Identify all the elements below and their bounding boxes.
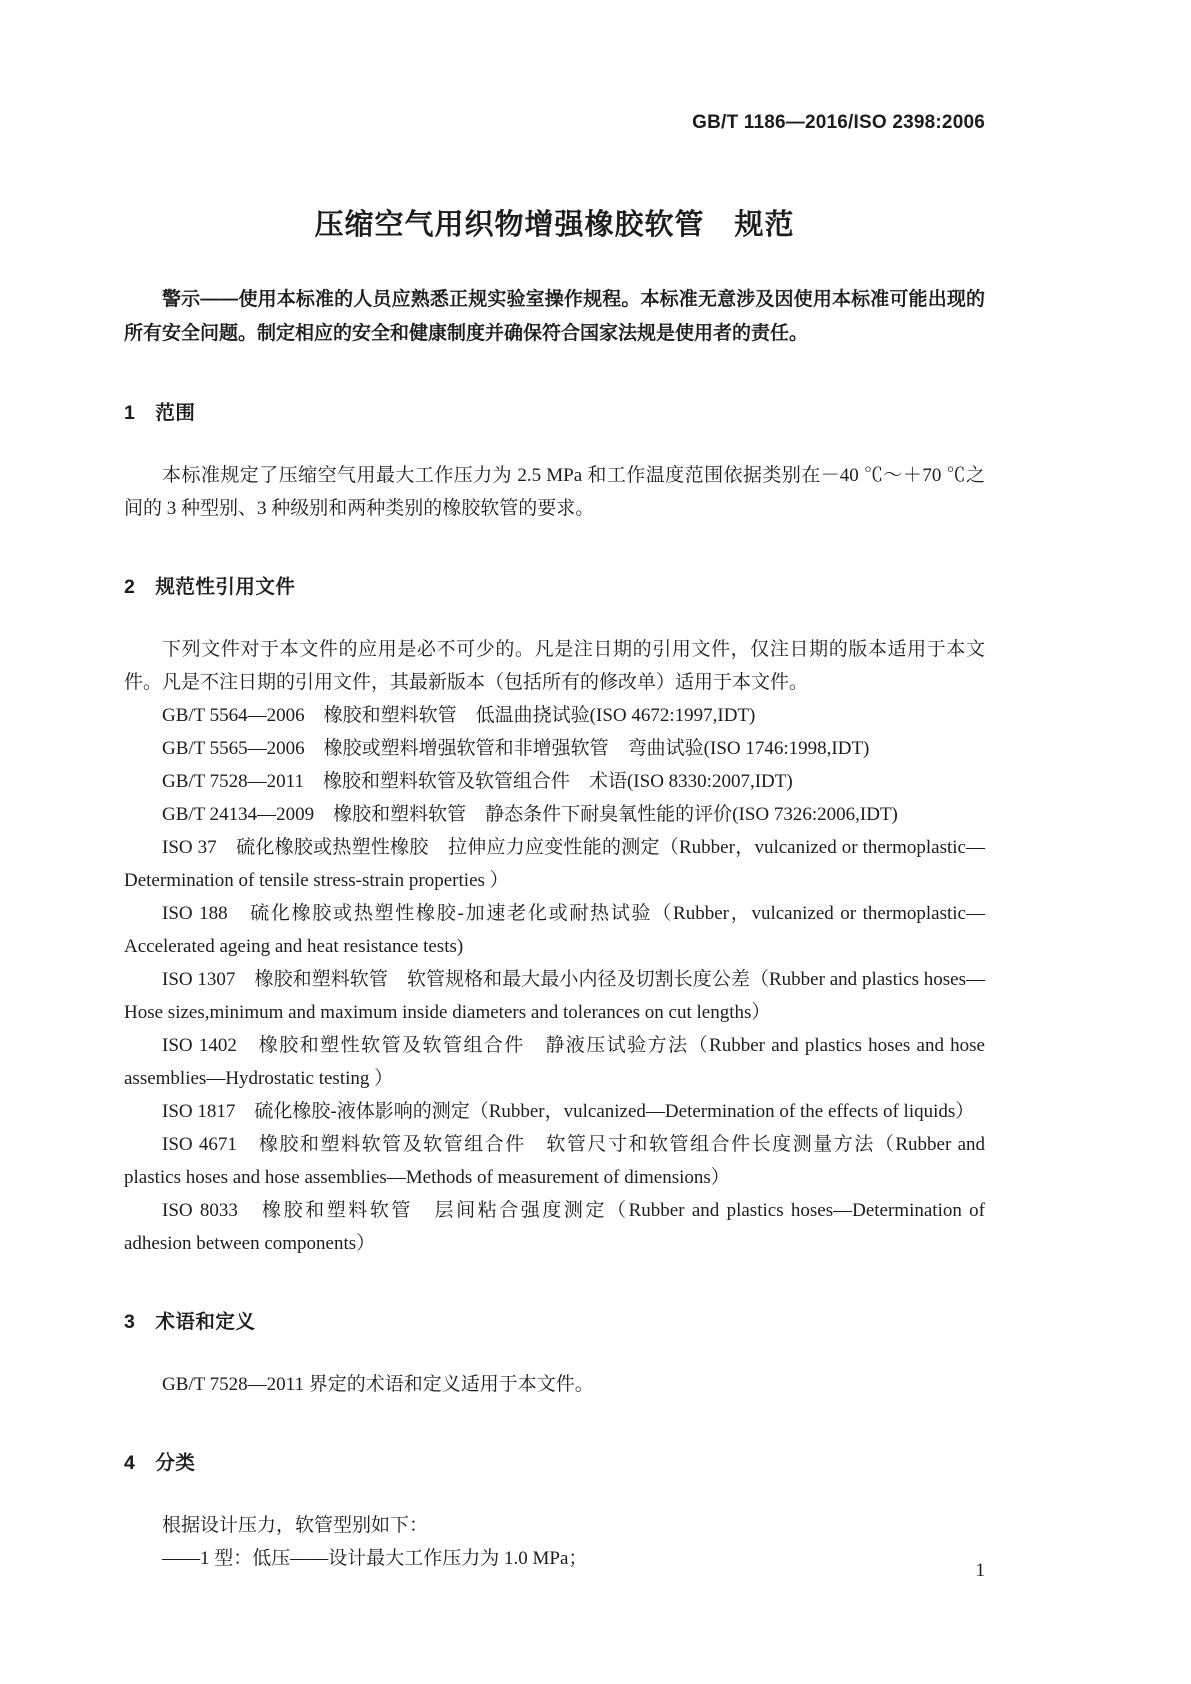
- doc-number: GB/T 1186—2016/ISO 2398:2006: [692, 112, 985, 133]
- section-3-heading: 3 术语和定义: [124, 1311, 256, 1333]
- reference-item: ISO 1307 橡胶和塑料软管 软管规格和最大最小内径及切割长度公差（Rubber and plastics hoses—Hose sizes,minimum and maximum inside diameters and tolerances on cut lengths）: [124, 969, 985, 1023]
- section-3-body: GB/T 7528—2011 界定的术语和定义适用于本文件。: [162, 1374, 594, 1395]
- section-1-body: 本标准规定了压缩空气用最大工作压力为 2.5 MPa 和工作温度范围依据类别在－40 ℃～＋70 ℃之间的 3 种型别、3 种级别和两种类别的橡胶软管的要求。: [124, 465, 985, 519]
- page-number: 1: [975, 1560, 985, 1581]
- section-1-heading: 1 范围: [124, 402, 196, 424]
- section-2-intro: 下列文件对于本文件的应用是必不可少的。凡是注日期的引用文件，仅注日期的版本适用于本文件。凡是不注日期的引用文件，其最新版本（包括所有的修改单）适用于本文件。: [124, 639, 985, 693]
- reference-item: ISO 1402 橡胶和塑性软管及软管组合件 静液压试验方法（Rubber and plastics hoses and hose assemblies—Hydrostatic testing ）: [124, 1035, 985, 1089]
- reference-item: ISO 8033 橡胶和塑料软管 层间粘合强度测定（Rubber and plastics hoses—Determination of adhesion between components）: [124, 1200, 985, 1254]
- document-title: 压缩空气用织物增强橡胶软管 规范: [314, 209, 795, 241]
- reference-item: ISO 1817 硫化橡胶-液体影响的测定（Rubber，vulcanized—Determination of the effects of liquids）: [162, 1101, 975, 1122]
- section-4-body: 根据设计压力，软管型别如下：: [162, 1515, 429, 1536]
- reference-item: GB/T 5565—2006 橡胶或塑料增强软管和非增强软管 弯曲试验(ISO 1746:1998,IDT): [162, 738, 870, 759]
- section-4-heading: 4 分类: [124, 1452, 196, 1474]
- reference-item: ISO 37 硫化橡胶或热塑性橡胶 拉伸应力应变性能的测定（Rubber，vulcanized or thermoplastic—Determination of tensile stress-strain properties ）: [124, 837, 985, 891]
- reference-item: GB/T 7528—2011 橡胶和塑料软管及软管组合件 术语(ISO 8330:2007,IDT): [162, 771, 793, 792]
- section-4-list-item: ——1 型：低压——设计最大工作压力为 1.0 MPa；: [162, 1548, 588, 1569]
- section-2-heading: 2 规范性引用文件: [124, 576, 296, 598]
- reference-item: ISO 4671 橡胶和塑料软管及软管组合件 软管尺寸和软管组合件长度测量方法（Rubber and plastics hoses and hose assemblies—Methods of measurement of dimensions）: [124, 1134, 985, 1188]
- reference-item: GB/T 24134—2009 橡胶和塑料软管 静态条件下耐臭氧性能的评价(ISO 7326:2006,IDT): [162, 804, 898, 825]
- reference-item: ISO 188 硫化橡胶或热塑性橡胶-加速老化或耐热试验（Rubber，vulcanized or thermoplastic—Accelerated ageing and heat resistance tests): [124, 903, 985, 957]
- reference-item: GB/T 5564—2006 橡胶和塑料软管 低温曲挠试验(ISO 4672:1997,IDT): [162, 705, 756, 726]
- warning-paragraph: 警示——使用本标准的人员应熟悉正规实验室操作规程。本标准无意涉及因使用本标准可能出现的所有安全问题。制定相应的安全和健康制度并确保符合国家法规是使用者的责任。: [124, 289, 985, 344]
